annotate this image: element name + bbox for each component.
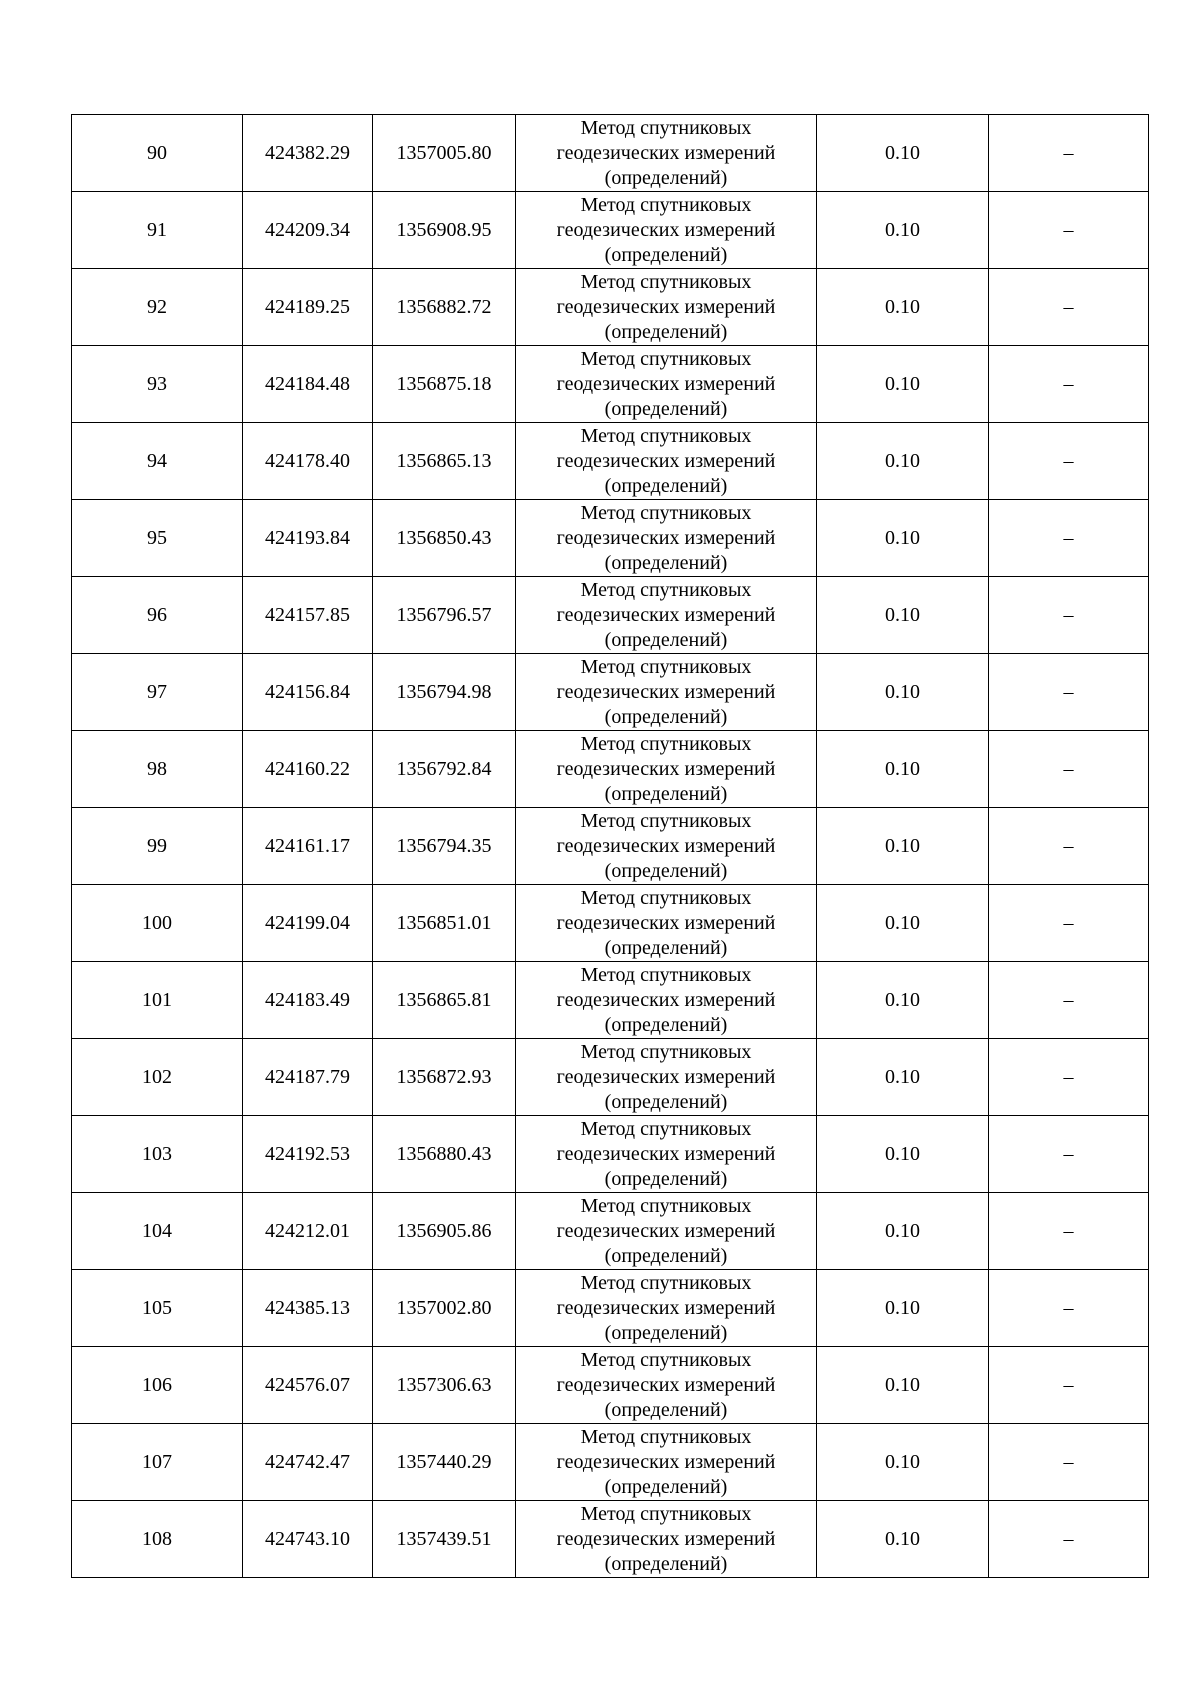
x-coordinate-cell: 424160.22 <box>243 731 373 808</box>
note-cell: – <box>989 731 1149 808</box>
y-coordinate-cell: 1356851.01 <box>373 885 516 962</box>
method-line: геодезических измерений <box>556 1527 776 1550</box>
method-line: Метод спутниковых <box>580 1194 752 1217</box>
table-row <box>72 500 1149 577</box>
method-line: геодезических измерений <box>556 1142 776 1165</box>
table-row <box>72 731 1149 808</box>
table-row <box>72 1039 1149 1116</box>
note-cell: – <box>989 192 1149 269</box>
accuracy-cell: 0.10 <box>817 1347 989 1424</box>
y-coordinate-cell: 1356792.84 <box>373 731 516 808</box>
table-row <box>72 423 1149 500</box>
method-cell <box>516 1039 817 1116</box>
point-number-cell: 106 <box>72 1347 243 1424</box>
method-line: геодезических измерений <box>556 141 776 164</box>
accuracy-cell: 0.10 <box>817 1424 989 1501</box>
table-row <box>72 1193 1149 1270</box>
note-cell: – <box>989 885 1149 962</box>
method-line: (определений) <box>604 1013 728 1036</box>
method-line: (определений) <box>604 474 728 497</box>
method-line: (определений) <box>604 1321 728 1344</box>
x-coordinate-cell: 424743.10 <box>243 1501 373 1578</box>
method-line: Метод спутниковых <box>580 347 752 370</box>
x-coordinate-cell: 424157.85 <box>243 577 373 654</box>
accuracy-cell: 0.10 <box>817 346 989 423</box>
y-coordinate-cell: 1356880.43 <box>373 1116 516 1193</box>
method-cell <box>516 1347 817 1424</box>
table-row <box>72 346 1149 423</box>
note-cell: – <box>989 962 1149 1039</box>
accuracy-cell: 0.10 <box>817 577 989 654</box>
method-line: Метод спутниковых <box>580 963 752 986</box>
method-cell <box>516 269 817 346</box>
accuracy-cell: 0.10 <box>817 1270 989 1347</box>
y-coordinate-cell: 1356865.81 <box>373 962 516 1039</box>
method-line: (определений) <box>604 551 728 574</box>
note-cell: – <box>989 1039 1149 1116</box>
x-coordinate-cell: 424156.84 <box>243 654 373 731</box>
accuracy-cell: 0.10 <box>817 808 989 885</box>
method-line: Метод спутниковых <box>580 193 752 216</box>
point-number-cell: 108 <box>72 1501 243 1578</box>
method-cell <box>516 1424 817 1501</box>
method-cell <box>516 654 817 731</box>
x-coordinate-cell: 424193.84 <box>243 500 373 577</box>
point-number-cell: 100 <box>72 885 243 962</box>
coordinates-table-body <box>72 115 1149 1578</box>
method-line: Метод спутниковых <box>580 1271 752 1294</box>
y-coordinate-cell: 1356908.95 <box>373 192 516 269</box>
x-coordinate-cell: 424212.01 <box>243 1193 373 1270</box>
point-number-cell: 95 <box>72 500 243 577</box>
method-line: геодезических измерений <box>556 603 776 626</box>
note-cell: – <box>989 808 1149 885</box>
note-cell: – <box>989 1270 1149 1347</box>
accuracy-cell: 0.10 <box>817 731 989 808</box>
method-line: (определений) <box>604 1244 728 1267</box>
point-number-cell: 98 <box>72 731 243 808</box>
method-line: Метод спутниковых <box>580 578 752 601</box>
note-cell: – <box>989 269 1149 346</box>
accuracy-cell: 0.10 <box>817 654 989 731</box>
table-row <box>72 577 1149 654</box>
method-line: Метод спутниковых <box>580 116 752 139</box>
method-line: (определений) <box>604 936 728 959</box>
coordinates-table <box>71 114 1149 1578</box>
method-line: (определений) <box>604 782 728 805</box>
table-row <box>72 1424 1149 1501</box>
table-row <box>72 654 1149 731</box>
y-coordinate-cell: 1356905.86 <box>373 1193 516 1270</box>
accuracy-cell: 0.10 <box>817 1039 989 1116</box>
method-cell <box>516 577 817 654</box>
method-line: Метод спутниковых <box>580 1040 752 1063</box>
accuracy-cell: 0.10 <box>817 1116 989 1193</box>
note-cell: – <box>989 654 1149 731</box>
y-coordinate-cell: 1356794.35 <box>373 808 516 885</box>
accuracy-cell: 0.10 <box>817 885 989 962</box>
method-line: Метод спутниковых <box>580 732 752 755</box>
method-line: (определений) <box>604 397 728 420</box>
x-coordinate-cell: 424742.47 <box>243 1424 373 1501</box>
note-cell: – <box>989 423 1149 500</box>
method-cell <box>516 731 817 808</box>
method-line: геодезических измерений <box>556 911 776 934</box>
method-line: Метод спутниковых <box>580 270 752 293</box>
x-coordinate-cell: 424385.13 <box>243 1270 373 1347</box>
note-cell: – <box>989 1347 1149 1424</box>
y-coordinate-cell: 1356872.93 <box>373 1039 516 1116</box>
method-line: геодезических измерений <box>556 834 776 857</box>
accuracy-cell: 0.10 <box>817 1501 989 1578</box>
y-coordinate-cell: 1356865.13 <box>373 423 516 500</box>
y-coordinate-cell: 1357002.80 <box>373 1270 516 1347</box>
method-line: Метод спутниковых <box>580 1502 752 1525</box>
y-coordinate-cell: 1357306.63 <box>373 1347 516 1424</box>
accuracy-cell: 0.10 <box>817 269 989 346</box>
method-line: (определений) <box>604 628 728 651</box>
point-number-cell: 92 <box>72 269 243 346</box>
x-coordinate-cell: 424178.40 <box>243 423 373 500</box>
method-line: геодезических измерений <box>556 988 776 1011</box>
x-coordinate-cell: 424209.34 <box>243 192 373 269</box>
note-cell: – <box>989 1501 1149 1578</box>
table-row <box>72 1501 1149 1578</box>
note-cell: – <box>989 577 1149 654</box>
method-line: (определений) <box>604 859 728 882</box>
point-number-cell: 105 <box>72 1270 243 1347</box>
method-line: геодезических измерений <box>556 1065 776 1088</box>
method-line: геодезических измерений <box>556 757 776 780</box>
y-coordinate-cell: 1357005.80 <box>373 115 516 192</box>
accuracy-cell: 0.10 <box>817 115 989 192</box>
point-number-cell: 103 <box>72 1116 243 1193</box>
table-row <box>72 269 1149 346</box>
method-line: Метод спутниковых <box>580 809 752 832</box>
method-line: (определений) <box>604 243 728 266</box>
table-row <box>72 192 1149 269</box>
table-row <box>72 115 1149 192</box>
x-coordinate-cell: 424161.17 <box>243 808 373 885</box>
table-row <box>72 808 1149 885</box>
y-coordinate-cell: 1356794.98 <box>373 654 516 731</box>
accuracy-cell: 0.10 <box>817 192 989 269</box>
method-cell <box>516 962 817 1039</box>
note-cell: – <box>989 115 1149 192</box>
y-coordinate-cell: 1357440.29 <box>373 1424 516 1501</box>
point-number-cell: 107 <box>72 1424 243 1501</box>
point-number-cell: 104 <box>72 1193 243 1270</box>
method-line: (определений) <box>604 1552 728 1575</box>
point-number-cell: 99 <box>72 808 243 885</box>
x-coordinate-cell: 424199.04 <box>243 885 373 962</box>
method-line: Метод спутниковых <box>580 424 752 447</box>
method-line: Метод спутниковых <box>580 1348 752 1371</box>
method-line: (определений) <box>604 1398 728 1421</box>
method-line: (определений) <box>604 166 728 189</box>
method-line: Метод спутниковых <box>580 655 752 678</box>
method-cell <box>516 1501 817 1578</box>
method-cell <box>516 1270 817 1347</box>
method-line: геодезических измерений <box>556 1373 776 1396</box>
table-row <box>72 1270 1149 1347</box>
method-line: Метод спутниковых <box>580 501 752 524</box>
point-number-cell: 93 <box>72 346 243 423</box>
x-coordinate-cell: 424184.48 <box>243 346 373 423</box>
accuracy-cell: 0.10 <box>817 962 989 1039</box>
point-number-cell: 97 <box>72 654 243 731</box>
accuracy-cell: 0.10 <box>817 1193 989 1270</box>
note-cell: – <box>989 1116 1149 1193</box>
method-line: (определений) <box>604 320 728 343</box>
note-cell: – <box>989 1193 1149 1270</box>
method-line: геодезических измерений <box>556 372 776 395</box>
point-number-cell: 101 <box>72 962 243 1039</box>
table-row <box>72 1347 1149 1424</box>
note-cell: – <box>989 346 1149 423</box>
method-line: геодезических измерений <box>556 526 776 549</box>
x-coordinate-cell: 424192.53 <box>243 1116 373 1193</box>
note-cell: – <box>989 1424 1149 1501</box>
method-cell <box>516 808 817 885</box>
accuracy-cell: 0.10 <box>817 500 989 577</box>
x-coordinate-cell: 424576.07 <box>243 1347 373 1424</box>
method-line: геодезических измерений <box>556 295 776 318</box>
method-cell <box>516 423 817 500</box>
method-line: геодезических измерений <box>556 449 776 472</box>
table-row <box>72 885 1149 962</box>
y-coordinate-cell: 1356796.57 <box>373 577 516 654</box>
method-line: (определений) <box>604 1475 728 1498</box>
method-line: геодезических измерений <box>556 1450 776 1473</box>
table-row <box>72 1116 1149 1193</box>
method-cell <box>516 1116 817 1193</box>
method-line: Метод спутниковых <box>580 1117 752 1140</box>
accuracy-cell: 0.10 <box>817 423 989 500</box>
point-number-cell: 90 <box>72 115 243 192</box>
method-line: (определений) <box>604 1090 728 1113</box>
method-line: (определений) <box>604 705 728 728</box>
method-cell <box>516 885 817 962</box>
point-number-cell: 96 <box>72 577 243 654</box>
method-cell <box>516 500 817 577</box>
point-number-cell: 91 <box>72 192 243 269</box>
method-line: геодезических измерений <box>556 680 776 703</box>
x-coordinate-cell: 424382.29 <box>243 115 373 192</box>
point-number-cell: 102 <box>72 1039 243 1116</box>
x-coordinate-cell: 424187.79 <box>243 1039 373 1116</box>
method-line: Метод спутниковых <box>580 886 752 909</box>
method-cell <box>516 115 817 192</box>
y-coordinate-cell: 1356875.18 <box>373 346 516 423</box>
note-cell: – <box>989 500 1149 577</box>
x-coordinate-cell: 424183.49 <box>243 962 373 1039</box>
method-cell <box>516 192 817 269</box>
method-line: геодезических измерений <box>556 218 776 241</box>
y-coordinate-cell: 1356882.72 <box>373 269 516 346</box>
method-line: Метод спутниковых <box>580 1425 752 1448</box>
point-number-cell: 94 <box>72 423 243 500</box>
x-coordinate-cell: 424189.25 <box>243 269 373 346</box>
method-line: геодезических измерений <box>556 1296 776 1319</box>
method-line: геодезических измерений <box>556 1219 776 1242</box>
method-line: (определений) <box>604 1167 728 1190</box>
table-row <box>72 962 1149 1039</box>
method-cell <box>516 346 817 423</box>
y-coordinate-cell: 1357439.51 <box>373 1501 516 1578</box>
method-cell <box>516 1193 817 1270</box>
y-coordinate-cell: 1356850.43 <box>373 500 516 577</box>
